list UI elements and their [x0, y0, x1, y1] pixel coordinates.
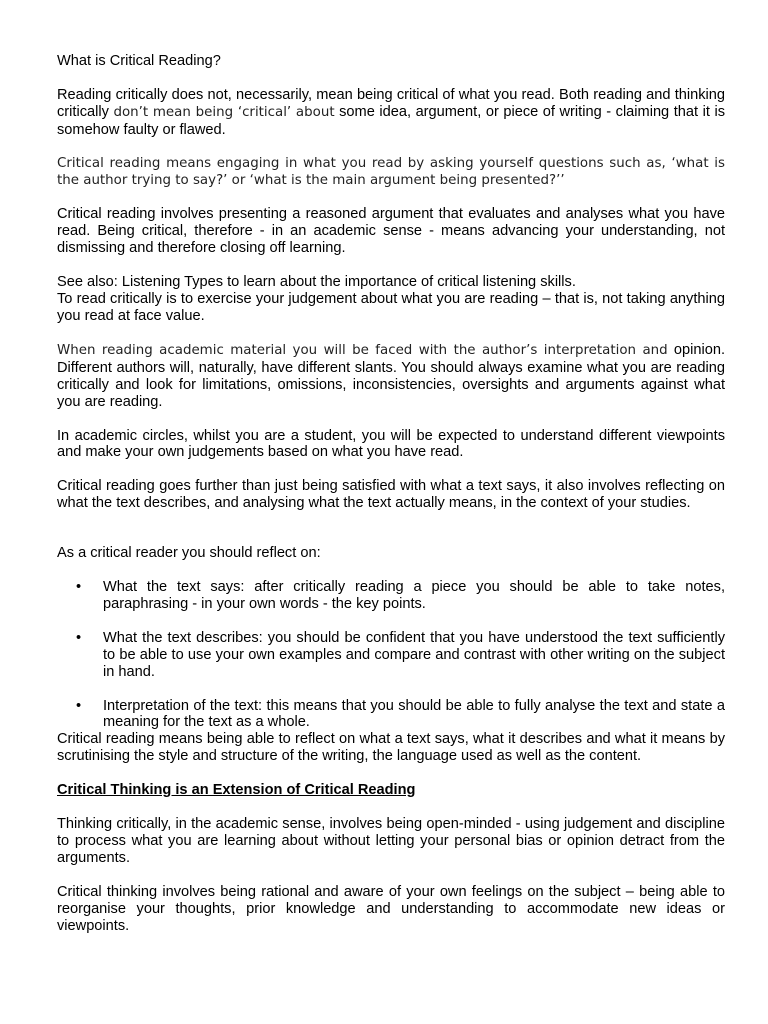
- bullet-icon: •: [76, 629, 82, 646]
- paragraph-academic-circles: In academic circles, whilst you are a student, you will be expected to understand different viewpoints and make your own judgements based on what you have read.: [57, 427, 725, 461]
- paragraph-goes-further: Critical reading goes further than just being satisfied with what a text says, it also involves reflecting on what the text describes, and analysing what the text actually means, in the context of your studies.: [57, 478, 725, 512]
- paragraph-engaging: Critical reading means engaging in what you read by asking yourself questions such as, ‘what is the author trying to say?’ or ‘what is the main argument being presented?’’: [57, 155, 725, 188]
- paragraph-academic-material-part-b: opinion. Different authors will, naturally, have different slants. You should always examine what you are reading critically and look for limitations, omissions, inconsistencies, oversights and arguments against what you are reading.: [57, 341, 725, 410]
- bullet-icon: •: [76, 697, 82, 714]
- section-heading: Critical Thinking is an Extension of Critical Reading: [57, 782, 416, 799]
- paragraph-intro-part-b: don’t mean being ‘critical’ about: [113, 104, 335, 120]
- document-title: What is Critical Reading?: [57, 53, 221, 69]
- list-item-text: What the text describes: you should be confident that you have understood the text sufficiently to be able to use your own examples and compare and contrast with other writing on the subject in hand.: [103, 629, 725, 680]
- list-item: [57, 579, 725, 613]
- paragraph-see-also: See also: Listening Types to learn about the importance of critical listening skills.: [57, 274, 576, 291]
- list-item-text: What the text says: after critically reading a piece you should be able to take notes, paraphrasing - in your own words - the key points.: [103, 579, 725, 612]
- paragraph-rational: Critical thinking involves being rational and aware of your own feelings on the subject – being able to reorganise your thoughts, prior knowledge and understanding to accommodate new ideas or viewpoints.: [57, 883, 725, 934]
- paragraph-thinking-critically: Thinking critically, in the academic sense, involves being open-minded - using judgement and discipline to process what you are learning about without letting your personal bias or opinion detract from the arguments.: [57, 816, 725, 866]
- paragraph-reflect-on: As a critical reader you should reflect on:: [57, 545, 321, 562]
- paragraph-intro-part-c: some idea, argument, or piece of writing - claiming that it is somehow faulty or flawed.: [57, 103, 726, 138]
- list-item-text: Interpretation of the text: this means that you should be able to fully analyse the text and state a meaning for the text as a whole.: [103, 697, 725, 731]
- paragraph-academic-material-part-a: When reading academic material you will be faced with the author’s interpretation and: [57, 342, 668, 358]
- paragraph-reasoned-argument: Critical reading involves presenting a reasoned argument that evaluates and analyses what you have read. Being critical, therefore - in an academic sense - means advancing your understanding, not dismissing and therefore closing off learning.: [57, 206, 725, 257]
- list-item: [57, 698, 725, 732]
- paragraph-summary: Critical reading means being able to reflect on what a text says, what it describes and what it means by scrutinising the style and structure of the writing, the language used as well as the content.: [57, 731, 725, 765]
- list-item: [57, 630, 725, 681]
- paragraph-judgement: To read critically is to exercise your judgement about what you are reading – that is, not taking anything you read at face value.: [57, 291, 725, 324]
- reflection-list: [57, 579, 725, 731]
- paragraph-intro-part-a: Reading critically does not, necessarily, mean being critical of what you read. Both reading and thinking critically: [57, 86, 725, 120]
- paragraph-academic-material: [57, 342, 725, 411]
- paragraph-intro: [57, 87, 725, 139]
- bullet-icon: •: [76, 579, 82, 596]
